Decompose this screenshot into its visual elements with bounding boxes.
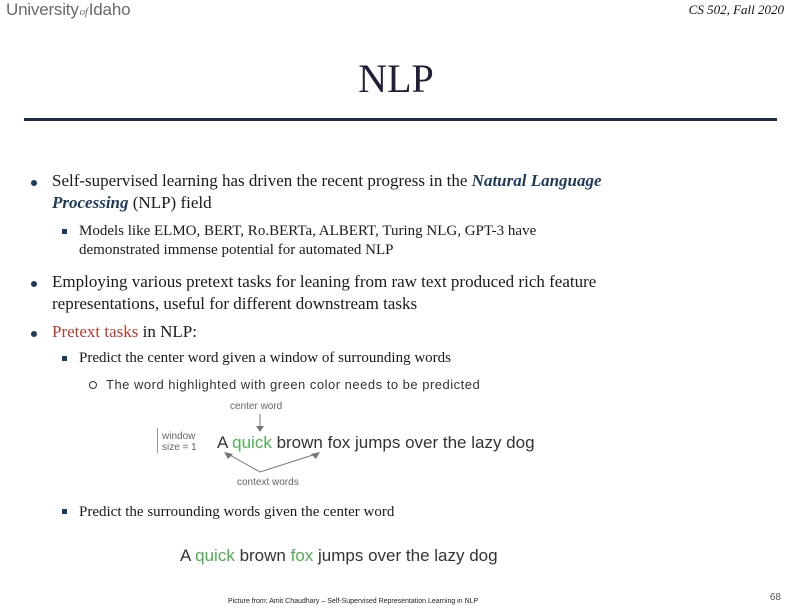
word-quick: quick xyxy=(232,433,272,452)
window-bracket xyxy=(157,428,161,453)
word-a: A xyxy=(180,546,191,565)
center-word-label: center word xyxy=(230,401,283,412)
bullet-2-line1: Employing various pretext tasks for leaning from raw text produced rich feature xyxy=(52,272,597,291)
subsub-bullet-circle xyxy=(89,381,97,389)
sub-1-line1: Models like ELMO, BERT, Ro.BERTa, ALBERT, Turing NLG, GPT-3 have xyxy=(79,223,537,239)
sub-bullet-square xyxy=(62,509,67,514)
window-label-2: size = 1 xyxy=(162,442,197,453)
bullet-dot xyxy=(31,281,37,287)
bullet-1-highlight2: Processing xyxy=(52,193,129,212)
context-arrows xyxy=(228,454,316,472)
sub-bullet-3: Predict the surrounding words given the center word xyxy=(79,504,395,520)
diagram-2-sentence xyxy=(180,546,498,566)
bullet-1-text-after: (NLP) field xyxy=(128,193,212,212)
sub-1-line2: demonstrated immense potential for automated NLP xyxy=(79,242,394,258)
page-number: 68 xyxy=(769,592,781,603)
bullet-2 xyxy=(52,271,782,315)
logo-idaho-text: Idaho xyxy=(88,0,131,19)
context-words-label: context words xyxy=(237,477,299,488)
word-a: A xyxy=(217,433,228,452)
logo-of-text: of xyxy=(79,6,88,18)
bullet-3-highlight: Pretext tasks xyxy=(52,322,139,341)
sub-bullet-square xyxy=(62,356,67,361)
bullet-2-line2: representations, useful for different downstream tasks xyxy=(52,294,418,313)
word-quick: quick xyxy=(195,546,235,565)
bullet-3-text: in NLP: xyxy=(138,322,197,341)
course-label: CS 502, Fall 2020 xyxy=(688,2,784,17)
bullet-3 xyxy=(52,321,772,343)
word-brown: brown xyxy=(276,433,323,452)
word-fox: fox xyxy=(290,546,314,565)
word-brown: brown xyxy=(239,546,286,565)
bullet-1 xyxy=(52,170,772,214)
bullet-dot xyxy=(31,180,37,186)
bullet-dot xyxy=(31,331,37,337)
bullet-1-line1 xyxy=(52,170,772,192)
sentence-rest: jumps over the lazy dog xyxy=(318,546,498,565)
subsub-bullet-1: The word highlighted with green color needs to be predicted xyxy=(106,377,481,392)
bullet-1-line2 xyxy=(52,192,772,214)
window-size-label xyxy=(162,431,197,453)
sentence-rest: fox jumps over the lazy dog xyxy=(327,433,535,452)
center-arrow-head xyxy=(256,426,264,432)
university-logo xyxy=(6,0,130,20)
title-rule xyxy=(24,118,777,121)
diagram-1-sentence xyxy=(217,433,535,453)
picture-credit: Picture from: Amit Chaudhary – Self-Supervised Representation Learning in NLP xyxy=(228,598,479,605)
sub-bullet-1 xyxy=(79,222,779,260)
window-label-1: window xyxy=(162,431,196,442)
slide-title: NLP xyxy=(358,56,434,101)
bullet-1-highlight: Natural Language xyxy=(471,171,602,190)
bullet-1-text: Self-supervised learning has driven the recent progress in the xyxy=(52,171,472,190)
logo-university-text: University xyxy=(6,0,79,19)
sub-bullet-2: Predict the center word given a window of surrounding words xyxy=(79,350,451,366)
sub-bullet-square xyxy=(62,229,67,234)
